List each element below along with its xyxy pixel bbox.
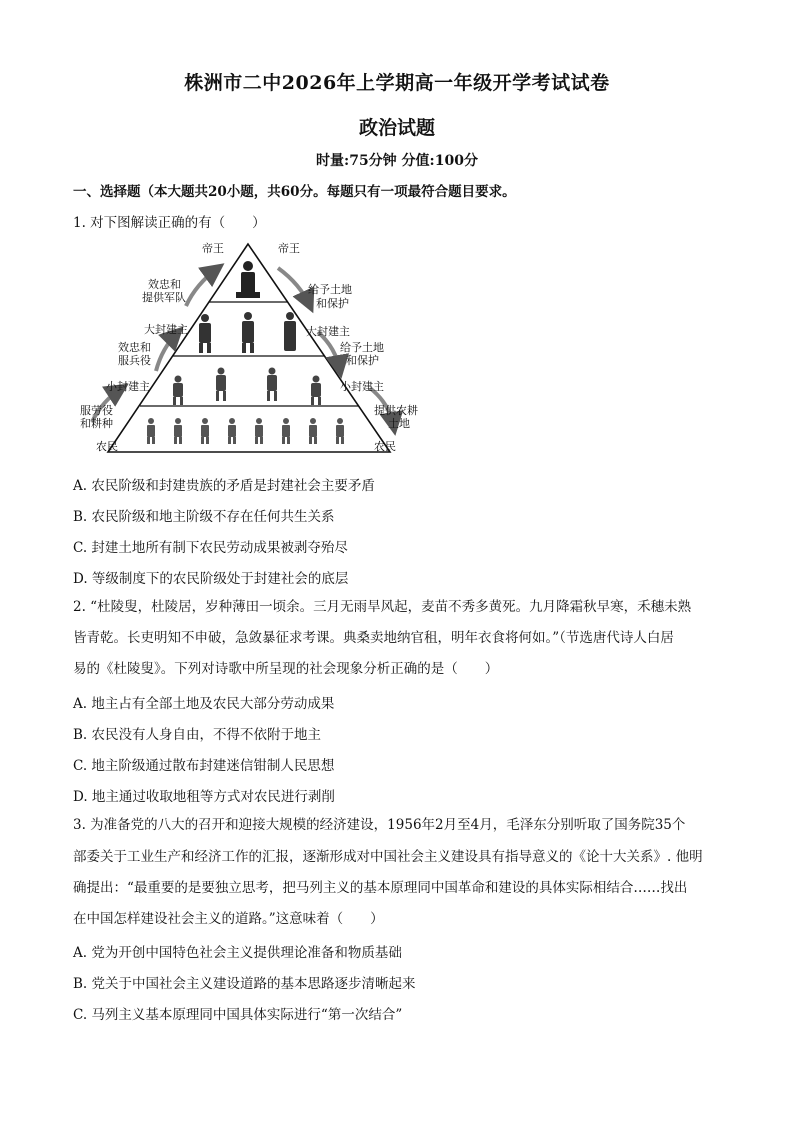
- exam-title: 株洲市二中2026年上学期高一年级开学考试试卷: [184, 72, 610, 94]
- label-give-land-1b: 和保护: [316, 297, 349, 310]
- label-big-lord-right: 大封建主: [306, 325, 350, 338]
- q2-option-a[interactable]: A. 地主占有全部土地及农民大部分劳动成果: [73, 696, 335, 712]
- q2-option-b[interactable]: B. 农民没有人身自由，不得不依附于地主: [73, 727, 322, 743]
- q2-option-c[interactable]: C. 地主阶级通过散布封建迷信钳制人民思想: [73, 758, 335, 774]
- label-emperor-right: 帝王: [278, 242, 300, 255]
- label-give-land-1a: 给予土地: [308, 283, 352, 296]
- q1-option-a[interactable]: A. 农民阶级和封建贵族的矛盾是封建社会主要矛盾: [73, 478, 375, 494]
- q3-stem-line-4: 在中国怎样建设社会主义的道路。”这意味着（ ）: [73, 911, 384, 927]
- label-labor-2: 和耕种: [80, 417, 113, 430]
- q1-option-b[interactable]: B. 农民阶级和地主阶级不存在任何共生关系: [73, 509, 335, 525]
- emperor-figure: [236, 261, 260, 298]
- exam-meta: 时量:75分钟 分值:100分: [316, 153, 478, 169]
- q2-option-d[interactable]: D. 地主通过收取地租等方式对农民进行剥削: [73, 789, 335, 805]
- label-provide-land-a: 提供农耕: [374, 404, 418, 417]
- label-loyal-army-2: 提供军队: [142, 291, 186, 304]
- label-give-land-2a: 给予土地: [340, 341, 384, 354]
- label-peasant-right: 农民: [374, 440, 396, 453]
- subject-title: 政治试题: [358, 117, 435, 139]
- q2-stem-line-1: 2. “杜陵叟，杜陵居，岁种薄田一顷余。三月无雨旱风起，麦苗不秀多黄死。九月降霜秋早寒，禾穗未熟: [73, 599, 692, 615]
- label-loyal-service-1: 效忠和: [118, 341, 151, 354]
- label-loyal-army-1: 效忠和: [148, 278, 181, 291]
- q3-stem-line-1: 3. 为准备党的八大的召开和迎接大规模的经济建设，1956年2月至4月，毛泽东分别听取了国务院35个: [73, 817, 686, 833]
- label-give-land-2b: 和保护: [346, 354, 379, 367]
- arrow-up-1: [186, 268, 218, 306]
- label-provide-land-b: 土地: [388, 417, 410, 430]
- label-emperor-left: 帝王: [202, 242, 224, 255]
- small-lord-figures: [173, 368, 321, 406]
- q3-option-c[interactable]: C. 马列主义基本原理同中国具体实际进行“第一次结合”: [73, 1007, 403, 1023]
- q2-stem-line-2: 皆青乾。长吏明知不申破，急敛暴征求考课。典桑卖地纳官租，明年衣食将何如。”（节选唐代诗人白居: [73, 630, 674, 646]
- q1-option-c[interactable]: C. 封建土地所有制下农民劳动成果被剥夺殆尽: [73, 540, 348, 556]
- label-small-lord-right: 小封建主: [340, 380, 384, 393]
- q3-stem-line-2: 部委关于工业生产和经济工作的汇报，逐渐形成对中国社会主义建设具有指导意义的《论十大关系》. 他明: [73, 849, 703, 865]
- label-peasant-left: 农民: [96, 440, 118, 453]
- q3-option-b[interactable]: B. 党关于中国社会主义建设道路的基本思路逐步清晰起来: [73, 976, 416, 992]
- feudal-pyramid-figure: [78, 236, 418, 458]
- q3-option-a[interactable]: A. 党为开创中国特色社会主义提供理论准备和物质基础: [73, 945, 402, 961]
- label-labor-1: 服劳役: [80, 404, 113, 417]
- label-big-lord-left: 大封建主: [144, 323, 188, 336]
- big-lord-figures: [199, 312, 296, 353]
- peasant-figures: [147, 418, 344, 444]
- arrow-down-1: [278, 268, 310, 306]
- q1-option-d[interactable]: D. 等级制度下的农民阶级处于封建社会的底层: [73, 571, 349, 587]
- question-1-stem: 1. 对下图解读正确的有（ ）: [73, 215, 266, 231]
- section-heading: 一、选择题（本大题共20小题，共60分。每题只有一项最符合题目要求。: [73, 184, 516, 200]
- q2-stem-line-3: 易的《杜陵叟》。下列对诗歌中所呈现的社会现象分析正确的是（ ）: [73, 661, 499, 677]
- label-loyal-service-2: 服兵役: [118, 354, 151, 367]
- q3-stem-line-3: 确提出：“最重要的是要独立思考，把马列主义的基本原理同中国革命和建设的具体实际相结合……找出: [73, 880, 688, 896]
- label-small-lord-left: 小封建主: [106, 380, 150, 393]
